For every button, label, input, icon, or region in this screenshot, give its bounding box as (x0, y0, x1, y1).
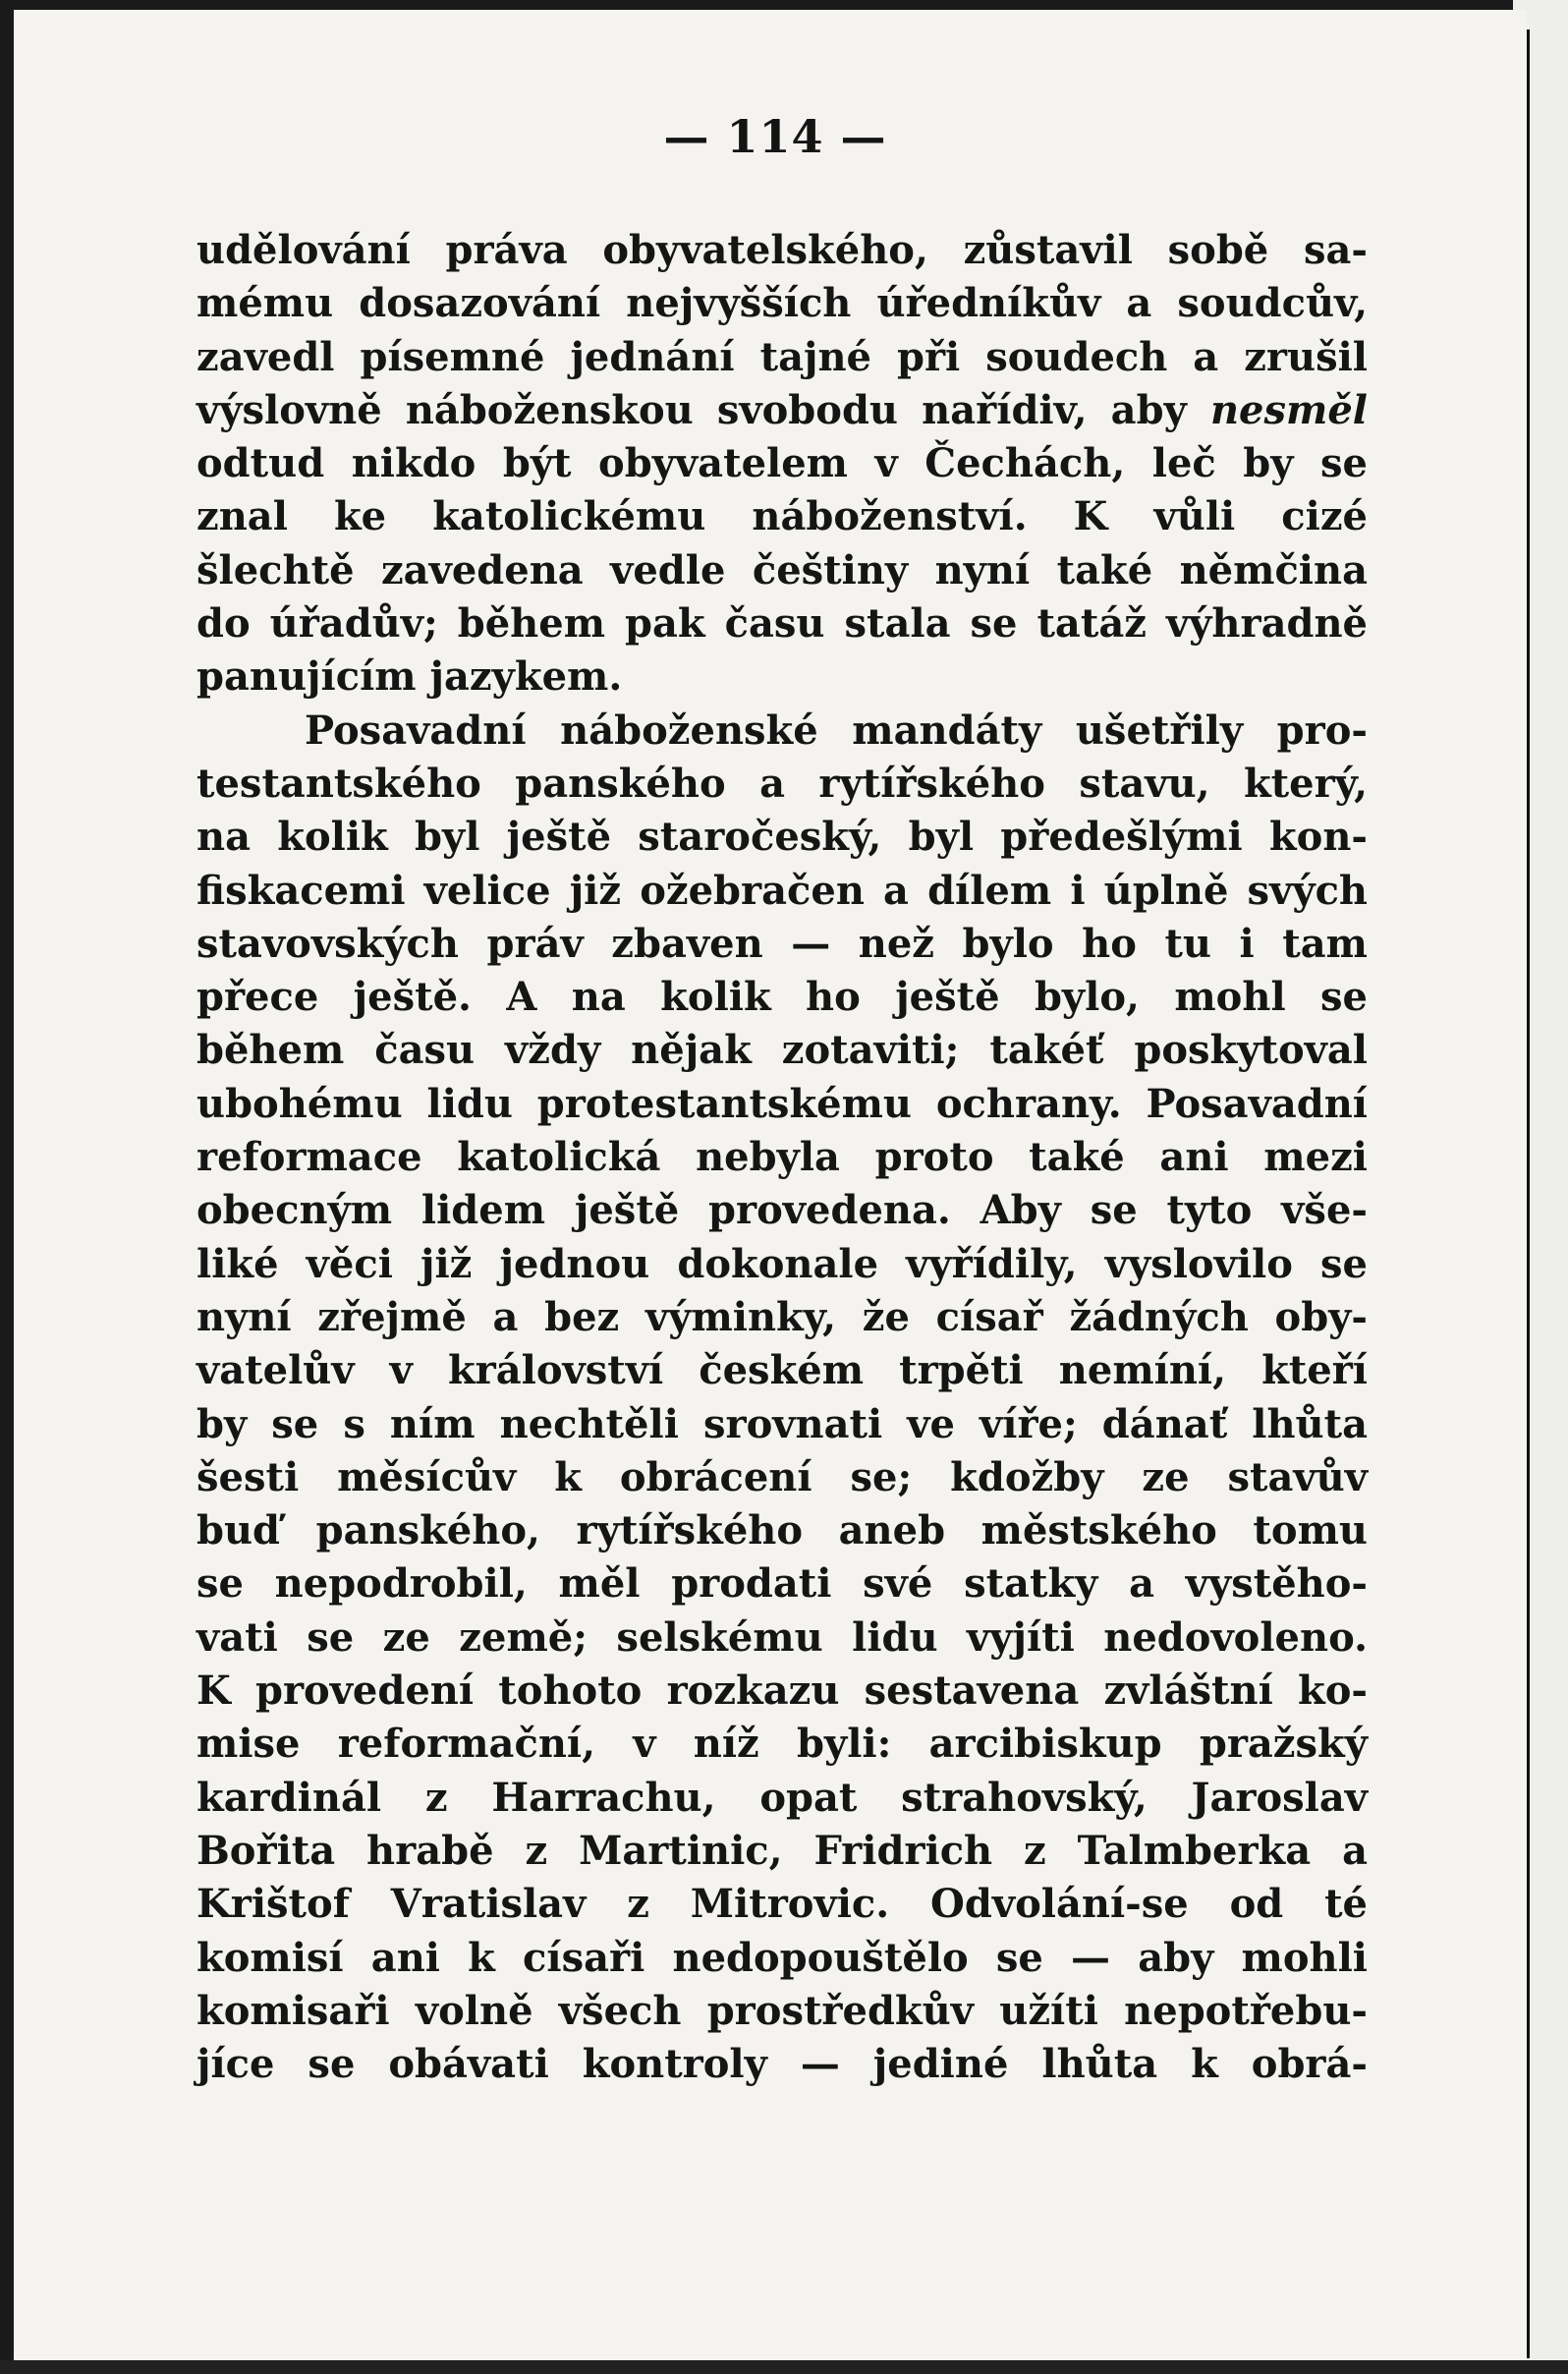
text-line: ubohému lidu protestantskému ochrany. Posavadní (196, 1080, 1368, 1127)
text-line: vati se ze země; selskému lidu vyjíti nedovoleno. (196, 1613, 1368, 1661)
text-line: fiskacemi velice již ožebračen a dílem i úplně svých (196, 867, 1368, 914)
text-line: kardinál z Harrachu, opat strahovský, Jaroslav (196, 1774, 1368, 1821)
text-line: liké věci již jednou dokonale vyřídily, vyslovilo se (196, 1240, 1368, 1287)
text-line: jíce se obávati kontroly — jediné lhůta k obrá- (196, 2041, 1368, 2088)
page-number: — 114 — (663, 110, 887, 163)
text-line: znal ke katolickému náboženství. K vůli cizé (196, 493, 1368, 540)
body-text (196, 224, 1368, 2091)
text-line: během času vždy nějak zotaviti; takéť poskytoval (196, 1027, 1368, 1074)
text-line: K provedení tohoto rozkazu sestavena zvláštní ko- (196, 1667, 1368, 1715)
book-page (14, 10, 1527, 2360)
text-line: Krištof Vratislav z Mitrovic. Odvolání-se od té (196, 1881, 1368, 1928)
text-line: Posavadní náboženské mandáty ušetřily pro- (305, 707, 1368, 754)
text-line: mému dosazování nejvyšších úředníkův a soudcův, (196, 280, 1368, 327)
text-line: se nepodrobil, měl prodati své statky a vystěho- (196, 1560, 1368, 1608)
text-line: mise reformační, v níž byli: arcibiskup pražský (196, 1721, 1368, 1768)
text-line: zavedl písemné jednání tajné při soudech a zrušil (196, 333, 1368, 380)
text-line: reformace katolická nebyla proto také ani mezi (196, 1134, 1368, 1181)
text-line: udělování práva obyvatelského, zůstavil sobě sa- (196, 227, 1368, 273)
text-line: na kolik byl ještě staročeský, byl předešlými kon- (196, 814, 1368, 861)
page-edge-bottom (0, 2360, 1568, 2374)
text-line: šlechtě zavedena vedle češtiny nyní také němčina (196, 546, 1368, 594)
text-line: panujícím jazykem. (196, 653, 623, 701)
paragraph-2 (196, 705, 1368, 2092)
text-line: stavovských práv zbaven — než bylo ho tu i tam (196, 920, 1368, 967)
text-line: obecným lidem ještě provedena. Aby se tyto vše- (196, 1187, 1368, 1234)
text-line: vatelův v království českém trpěti nemíní, kteří (196, 1347, 1368, 1394)
text-segment: výslovně náboženskou svobodu nařídiv, aby (196, 386, 1210, 433)
paragraph-1 (196, 224, 1368, 705)
text-line: do úřadův; během pak času stala se tatáž výhradně (196, 600, 1368, 648)
text-line-with-emphasis (196, 384, 1368, 437)
text-line: odtud nikdo být obyvatelem v Čechách, leč by se (196, 440, 1368, 487)
text-line: testantského panského a rytířského stavu, který, (196, 760, 1368, 807)
text-line: buď panského, rytířského aneb městského tomu (196, 1507, 1368, 1554)
text-line: nyní zřejmě a bez výminky, že císař žádných oby- (196, 1293, 1368, 1340)
text-line: komisaři volně všech prostředkův užíti nepotřebu- (196, 1987, 1368, 2034)
text-line: by se s ním nechtěli srovnati ve víře; dánať lhůta (196, 1400, 1368, 1447)
text-line: Bořita hrabě z Martinic, Fridrich z Talmberka a (196, 1827, 1368, 1874)
emphasized-word: nesměl (1209, 386, 1368, 433)
text-line: přece ještě. A na kolik ho ještě bylo, mohl se (196, 974, 1368, 1021)
text-line: šesti měsícův k obrácení se; kdožby ze stavův (196, 1453, 1368, 1500)
text-line: komisí ani k císaři nedopouštělo se — aby mohli (196, 1934, 1368, 1981)
